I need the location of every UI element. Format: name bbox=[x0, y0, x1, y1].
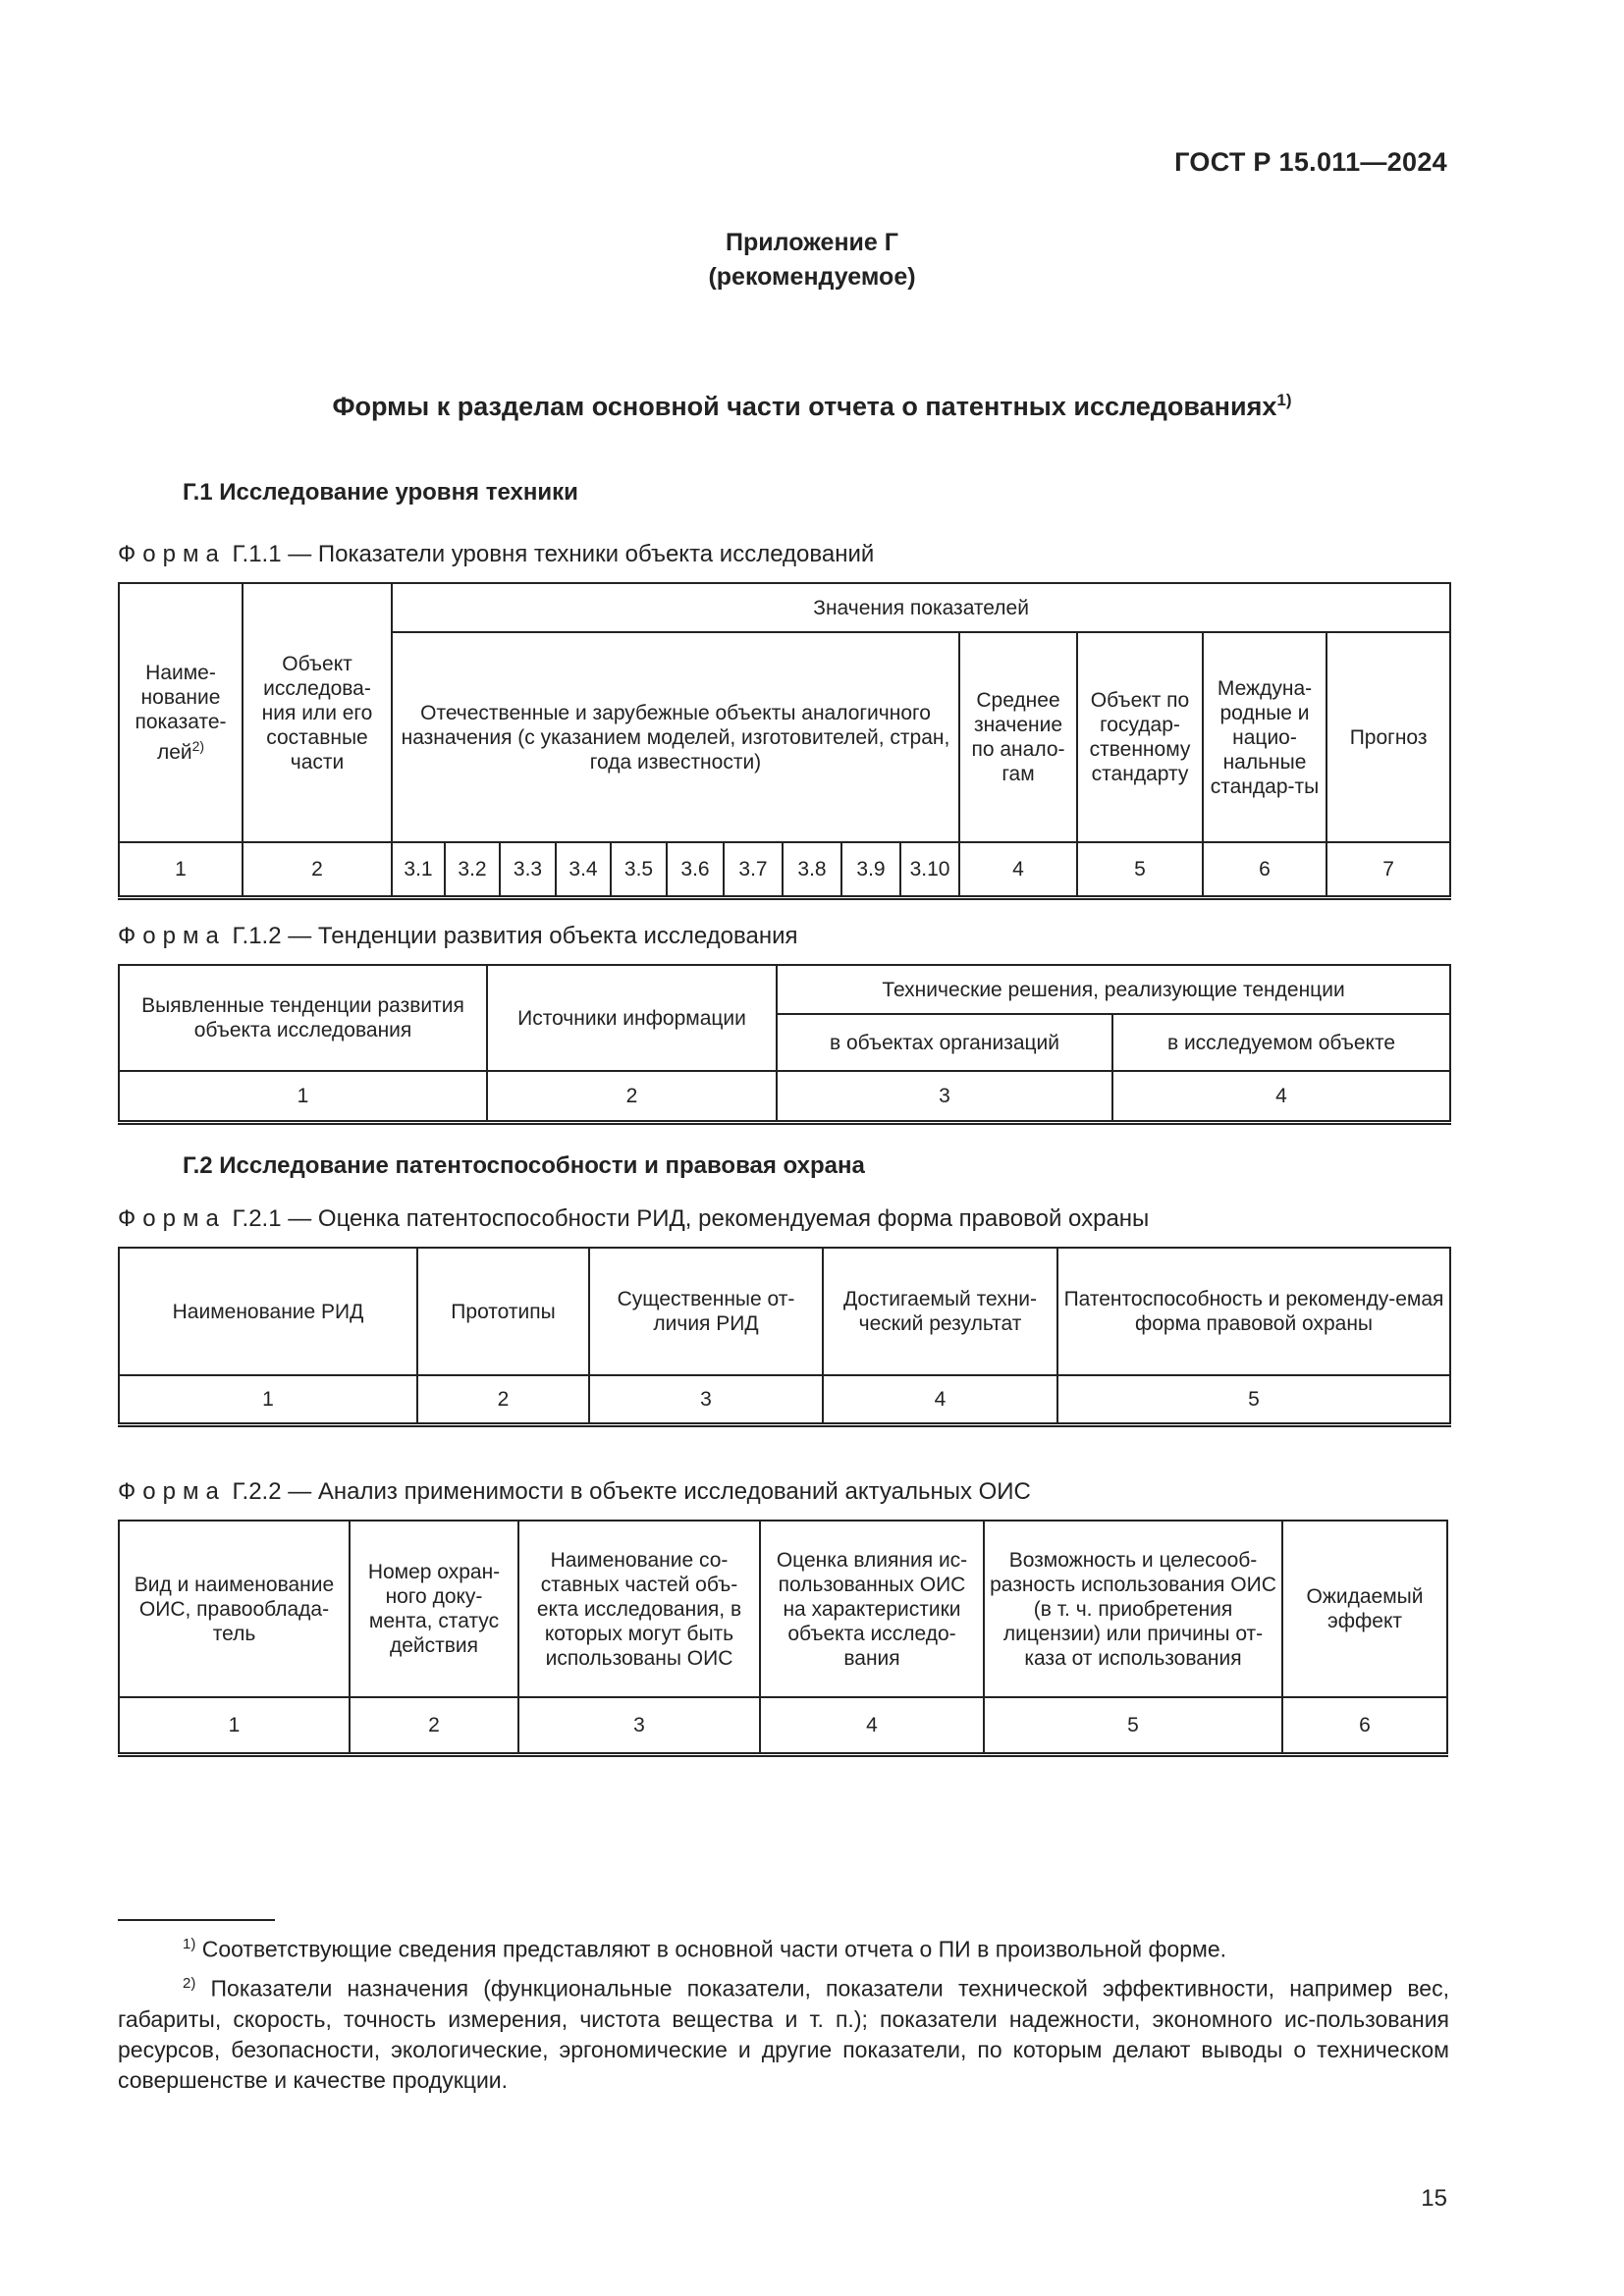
footnote-text: Соответствующие сведения представляют в основной части отчета о ПИ в произвольной форме. bbox=[195, 1936, 1227, 1962]
annex-status: (рекомендуемое) bbox=[708, 263, 916, 291]
col-number: 2 bbox=[350, 1697, 518, 1754]
col-number: 6 bbox=[1203, 842, 1326, 897]
col-number: 3.9 bbox=[841, 842, 900, 897]
col-number: 5 bbox=[984, 1697, 1282, 1754]
col-number: 3.6 bbox=[667, 842, 724, 897]
form-caption-g22 bbox=[118, 1478, 1031, 1506]
header-protection-doc: Номер охран-ного доку-мента, статус действия bbox=[350, 1521, 518, 1697]
table-row bbox=[119, 1375, 1450, 1424]
col-number: 3 bbox=[777, 1071, 1112, 1122]
table-row bbox=[119, 1697, 1447, 1754]
header-average-value: Среднее значение по анало-гам bbox=[959, 632, 1077, 842]
form-label: Форма bbox=[118, 541, 226, 567]
footnote-mark: 2) bbox=[183, 1975, 196, 1992]
col-number: 3.1 bbox=[392, 842, 445, 897]
table-row bbox=[119, 1071, 1450, 1122]
header-indicator-values: Значения показателей bbox=[392, 583, 1450, 632]
header-rid-name: Наименование РИД bbox=[119, 1248, 417, 1375]
form-caption-text: Г.1.1 — Показатели уровня техники объекта исследований bbox=[232, 541, 875, 567]
header-state-standard: Объект по государ-ственному стандарту bbox=[1077, 632, 1203, 842]
footnote-1 bbox=[118, 1929, 1449, 1965]
form-caption-text: Г.1.2 — Тенденции развития объекта исследования bbox=[232, 923, 798, 949]
col-number: 1 bbox=[119, 1697, 350, 1754]
col-number: 5 bbox=[1077, 842, 1203, 897]
footnote-divider bbox=[118, 1919, 275, 1921]
section-title-g2: Г.2 Исследование патентоспособности и правовая охрана bbox=[183, 1152, 865, 1179]
header-prototypes: Прототипы bbox=[417, 1248, 589, 1375]
header-development-trends: Выявленные тенденции развития объекта исследования bbox=[119, 965, 487, 1071]
form-label: Форма bbox=[118, 1205, 226, 1232]
table-g21 bbox=[118, 1247, 1451, 1427]
header-research-object: в исследуемом объекте bbox=[1112, 1014, 1450, 1071]
col-number: 3.2 bbox=[445, 842, 500, 897]
table-g11 bbox=[118, 582, 1451, 900]
annex-title: Приложение Г bbox=[726, 229, 898, 256]
form-caption-g11 bbox=[118, 541, 874, 568]
col-number: 3 bbox=[518, 1697, 760, 1754]
header-info-sources: Источники информации bbox=[487, 965, 777, 1071]
header-impact-assessment: Оценка влияния ис-пользованных ОИС на характеристики объекта исследо-вания bbox=[760, 1521, 984, 1697]
header-expected-effect: Ожидаемый эффект bbox=[1282, 1521, 1447, 1697]
header-component-names: Наименование со-ставных частей объ-екта исследования, в которых могут быть использованы ОИС bbox=[518, 1521, 760, 1697]
col-number: 3.4 bbox=[556, 842, 611, 897]
form-label: Форма bbox=[118, 1478, 226, 1505]
col-number: 2 bbox=[487, 1071, 777, 1122]
header-feasibility: Возможность и целесооб-разность использования ОИС (в т. ч. приобретения лицензии) или причины от-каза от использования bbox=[984, 1521, 1282, 1697]
col-number: 3 bbox=[589, 1375, 823, 1424]
form-caption-text: Г.2.1 — Оценка патентоспособности РИД, рекомендуемая форма правовой охраны bbox=[232, 1205, 1150, 1232]
header-ois-type: Вид и наименование ОИС, правооблада-тель bbox=[119, 1521, 350, 1697]
table-g12 bbox=[118, 964, 1451, 1125]
form-caption-g12 bbox=[118, 923, 798, 950]
footnote-mark: 1) bbox=[183, 1936, 196, 1952]
footnote-ref-1: 1) bbox=[1276, 391, 1292, 409]
footnote-ref-2: 2) bbox=[191, 738, 205, 754]
col-number: 5 bbox=[1057, 1375, 1450, 1424]
col-number: 2 bbox=[417, 1375, 589, 1424]
col-number: 6 bbox=[1282, 1697, 1447, 1754]
col-number: 1 bbox=[119, 1071, 487, 1122]
header-org-objects: в объектах организаций bbox=[777, 1014, 1112, 1071]
table-row bbox=[119, 842, 1450, 897]
header-intl-standards: Междуна-родные и нацио-нальные стандар-ты bbox=[1203, 632, 1326, 842]
page-number: 15 bbox=[1421, 2185, 1447, 2212]
header-indicator-name-text: Наиме-нование показате-лей bbox=[135, 662, 227, 764]
header-analog-objects: Отечественные и зарубежные объекты аналогичного назначения (с указанием моделей, изготовителей, стран, года известности) bbox=[392, 632, 959, 842]
footnote-text: Показатели назначения (функциональные показатели, показатели технической эффективности, например вес, габариты, скорость, точность измерения, чистота вещества и т. п.); показатели надежности, экономного ис-пользования ресурсов, безопасности, экологические, эргономические и другие показатели, по которым делают выводы о техническом совершенстве и качестве продукции. bbox=[118, 1975, 1449, 2093]
header-research-object: Объект исследова-ния или его составные части bbox=[243, 583, 392, 842]
main-title bbox=[0, 391, 1624, 422]
form-caption-g21 bbox=[118, 1205, 1149, 1233]
col-number: 7 bbox=[1326, 842, 1450, 897]
standard-number: ГОСТ Р 15.011—2024 bbox=[1174, 147, 1447, 177]
col-number: 4 bbox=[823, 1375, 1057, 1424]
col-number: 3.7 bbox=[724, 842, 783, 897]
col-number: 1 bbox=[119, 842, 243, 897]
header-indicator-name bbox=[119, 583, 243, 842]
header-forecast: Прогноз bbox=[1326, 632, 1450, 842]
col-number: 4 bbox=[760, 1697, 984, 1754]
col-number: 3.10 bbox=[900, 842, 959, 897]
main-title-text: Формы к разделам основной части отчета о патентных исследованиях bbox=[332, 392, 1277, 421]
form-label: Форма bbox=[118, 923, 226, 949]
section-title-g1: Г.1 Исследование уровня техники bbox=[183, 479, 578, 506]
header-technical-solutions: Технические решения, реализующие тенденции bbox=[777, 965, 1450, 1014]
footnote-2 bbox=[118, 1968, 1449, 2096]
col-number: 3.8 bbox=[783, 842, 841, 897]
col-number: 3.5 bbox=[611, 842, 667, 897]
col-number: 4 bbox=[1112, 1071, 1450, 1122]
col-number: 3.3 bbox=[500, 842, 556, 897]
header-essential-differences: Существенные от-личия РИД bbox=[589, 1248, 823, 1375]
col-number: 1 bbox=[119, 1375, 417, 1424]
form-caption-text: Г.2.2 — Анализ применимости в объекте исследований актуальных ОИС bbox=[232, 1478, 1031, 1505]
col-number: 2 bbox=[243, 842, 392, 897]
header-patentability: Патентоспособность и рекоменду-емая форма правовой охраны bbox=[1057, 1248, 1450, 1375]
table-g22 bbox=[118, 1520, 1448, 1757]
col-number: 4 bbox=[959, 842, 1077, 897]
header-technical-result: Достигаемый техни-ческий результат bbox=[823, 1248, 1057, 1375]
